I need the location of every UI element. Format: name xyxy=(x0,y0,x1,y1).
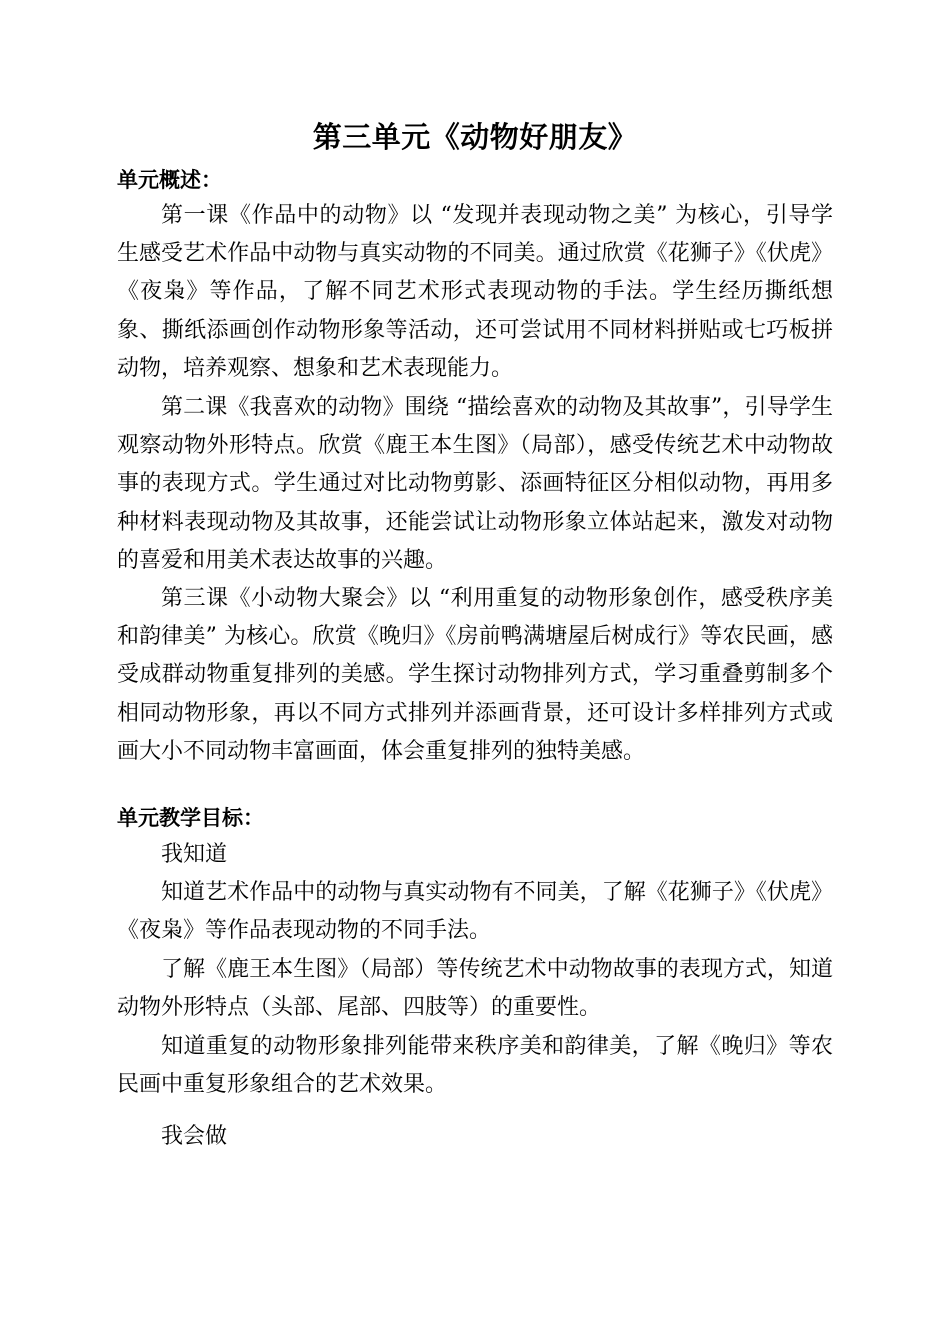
goals-heading: 单元教学目标： xyxy=(117,805,264,830)
overview-paragraph-lesson-3: 第三课《小动物大聚会》以 “利用重复的动物形象创作，感受秩序美和韵律美” 为核心。欣赏《晚归》《房前鸭满塘屋后树成行》等农民画，感受成群动物重复排列的美感。学生探讨动物排列方式，学习重叠剪制多个相同动物形象，再以不同方式排列并添画背景，还可设计多样排列方式或画大小不同动物丰富画面，体会重复排列的独特美感。 xyxy=(117,586,833,764)
document-title: 第三单元《动物好朋友》 xyxy=(312,120,638,154)
know-label: 我知道 xyxy=(161,842,228,867)
overview-heading: 单元概述： xyxy=(117,167,222,192)
overview-paragraph-lesson-2: 第二课《我喜欢的动物》围绕 “描绘喜欢的动物及其故事”，引导学生观察动物外形特点。欣赏《鹿王本生图》（局部），感受传统艺术中动物故事的表现方式。学生通过对比动物剪影、添画特征区分相似动物，再用多种材料表现动物及其故事，还能尝试让动物形象立体站起来，激发对动物的喜爱和用美术表达故事的兴趣。 xyxy=(117,395,833,573)
know-item-2: 了解《鹿王本生图》（局部）等传统艺术中动物故事的表现方式，知道动物外形特点（头部、尾部、四肢等）的重要性。 xyxy=(117,957,833,1021)
know-item-3: 知道重复的动物形象排列能带来秩序美和韵律美，了解《晚归》等农民画中重复形象组合的艺术效果。 xyxy=(117,1034,833,1098)
overview-paragraph-lesson-1: 第一课《作品中的动物》以 “发现并表现动物之美” 为核心，引导学生感受艺术作品中动物与真实动物的不同美。通过欣赏《花狮子》《伏虎》《夜枭》等作品，了解不同艺术形式表现动物的手法。学生经历撕纸想象、撕纸添画创作动物形象等活动，还可尝试用不同材料拼贴或七巧板拼动物，培养观察、想象和艺术表现能力。 xyxy=(117,203,833,381)
can-do-label: 我会做 xyxy=(161,1124,228,1149)
know-item-1: 知道艺术作品中的动物与真实动物有不同美，了解《花狮子》《伏虎》《夜枭》等作品表现动物的不同手法。 xyxy=(117,880,833,944)
